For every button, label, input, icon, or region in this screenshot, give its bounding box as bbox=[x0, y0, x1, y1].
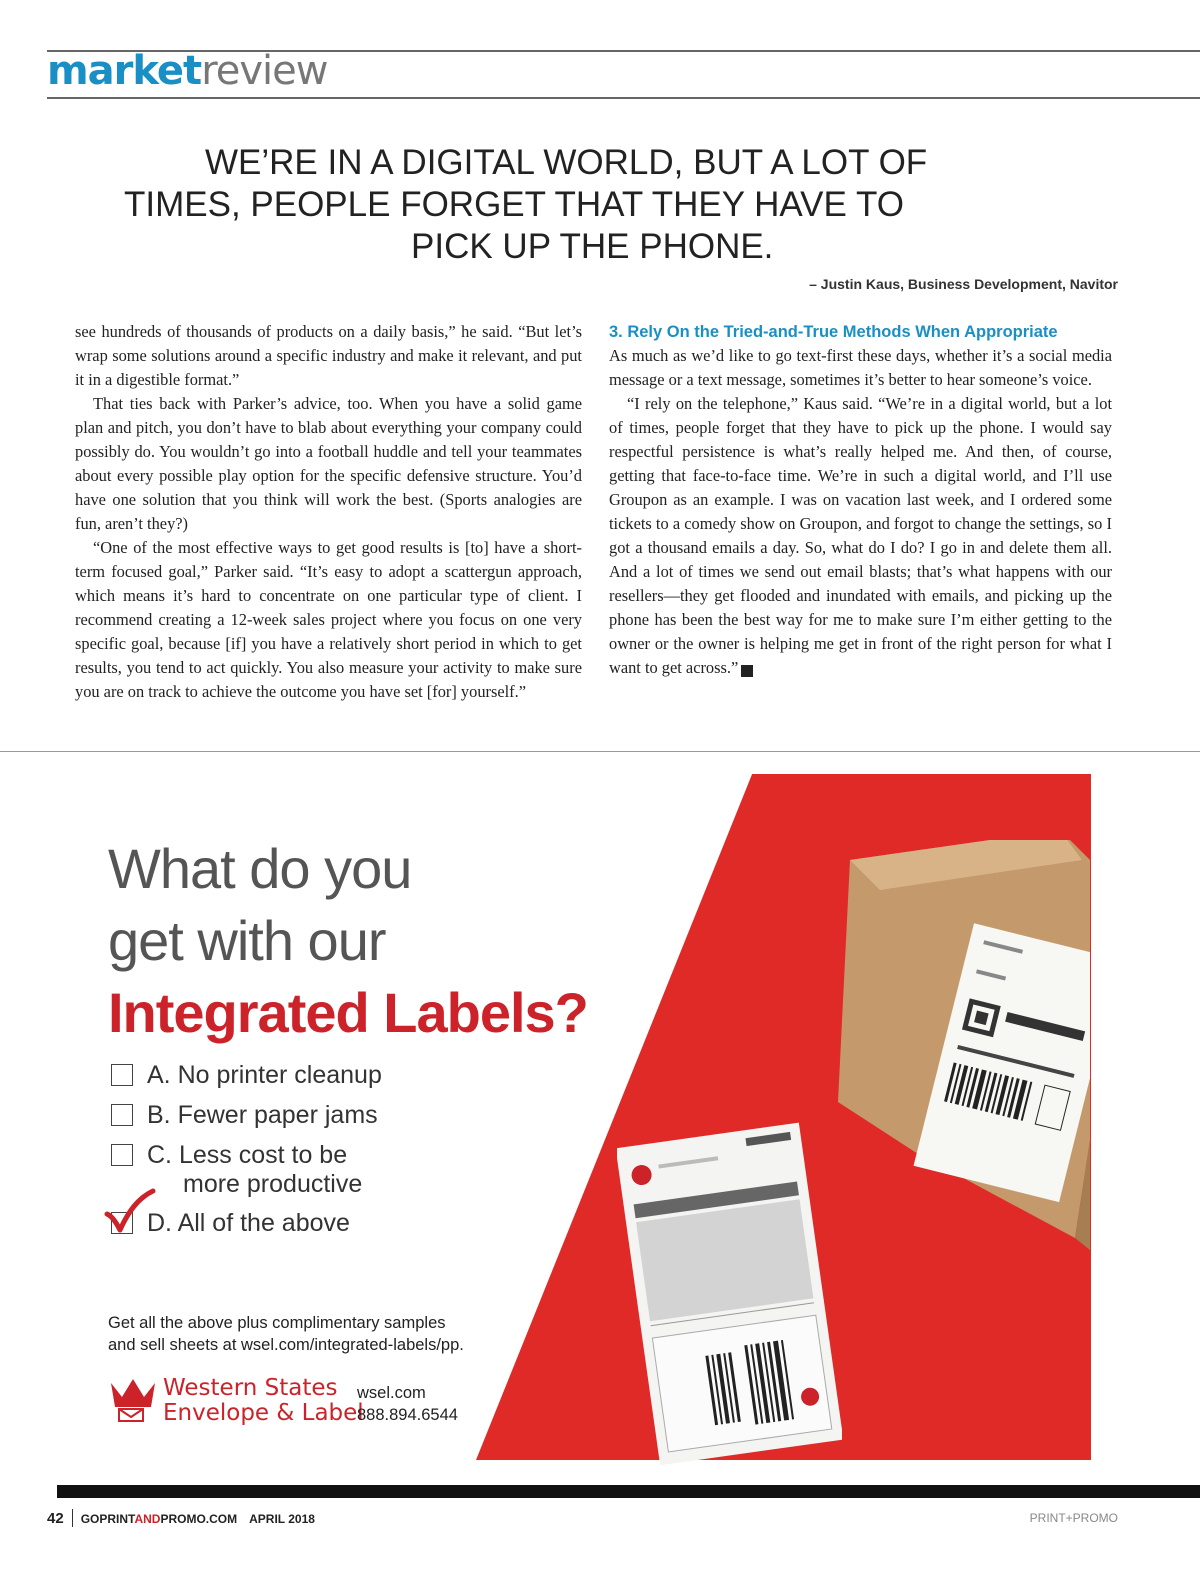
footer-left bbox=[47, 1509, 315, 1527]
section-title-market: market bbox=[47, 48, 202, 94]
page-number: 42 bbox=[47, 1510, 64, 1527]
ad-divider bbox=[0, 751, 1200, 752]
company-phone: 888.894.6544 bbox=[357, 1406, 458, 1424]
ad-copy bbox=[108, 1312, 464, 1356]
checkmark-icon bbox=[104, 1188, 156, 1236]
ad-headline-emphasis: Integrated Labels? bbox=[108, 981, 588, 1044]
end-of-article-icon: + bbox=[741, 665, 753, 677]
pull-quote-line: PICK UP THE PHONE. bbox=[411, 227, 774, 266]
body-paragraph-text: “I rely on the telephone,” Kaus said. “We’re in a digital world, but a lot of times, people forget that they have to pick up the phone. I would say respectful persistence is what’s really helped me. And then, of course, getting that face-to-face time. We’re in such a digital world, and I’ll use Groupon as an example. I was on vacation last week, and I ordered some tickets to a comedy show on Groupon, and forgot to change the settings, so I got a thousand emails a day. So, what do I do? I go in and delete them all. And a lot of times we send out email blasts; that’s what happens with our resellers—they get flooded and inundated with emails, and picking up the phone has been the best way for me to make sure I’m either getting to the owner or the owner is helping me get in front of the right person for what I want to get across.” bbox=[609, 394, 1112, 677]
ad-headline-line: get with our bbox=[108, 909, 386, 972]
checklist-item-label: A. No printer cleanup bbox=[147, 1061, 382, 1089]
footer-site-and: AND bbox=[134, 1512, 161, 1526]
ad-copy-line: Get all the above plus complimentary samples bbox=[108, 1314, 446, 1332]
company-contact bbox=[357, 1382, 458, 1426]
footer-separator bbox=[72, 1509, 73, 1527]
checklist-item-label: D. All of the above bbox=[147, 1209, 350, 1237]
footer-site-post: PROMO.COM bbox=[160, 1512, 238, 1526]
body-paragraph: see hundreds of thousands of products on a daily basis,” he said. “But let’s wrap some solutions around a specific industry and make it relevant, and put it in a digestible format.” bbox=[75, 322, 582, 389]
integrated-label-sheet-image bbox=[617, 1122, 842, 1467]
subheading: 3. Rely On the Tried-and-True Methods When Appropriate bbox=[609, 323, 1058, 341]
shipping-box-image bbox=[820, 840, 1090, 1250]
section-title-review: review bbox=[201, 48, 328, 94]
pull-quote-line: WE’RE IN A DIGITAL WORLD, BUT A LOT OF bbox=[205, 143, 928, 182]
ad-headline-line: What do you bbox=[108, 837, 412, 900]
checkbox-icon bbox=[111, 1144, 133, 1166]
footer-site-pre: GOPRINT bbox=[80, 1512, 135, 1526]
pull-quote bbox=[60, 142, 1140, 268]
footer-bar bbox=[57, 1485, 1200, 1498]
right-column bbox=[609, 320, 1112, 680]
checkbox-icon bbox=[111, 1064, 133, 1086]
pull-quote-line: TIMES, PEOPLE FORGET THAT THEY HAVE TO bbox=[124, 185, 904, 224]
body-paragraph: As much as we’d like to go text-first these days, whether it’s a social media message or a text message, sometimes it’s better to hear someone’s voice. bbox=[609, 346, 1112, 389]
checklist-item-label: C. Less cost to be bbox=[147, 1141, 348, 1169]
checklist-item bbox=[110, 1100, 382, 1140]
body-paragraph: That ties back with Parker’s advice, too. When you have a solid game plan and pitch, you don’t have to blab about everything your company could possibly do. You wouldn’t go into a football huddle and tell your teammates about every possible play option for the specific defensive structure. You’d have one solution that you think will work the best. (Sports analogies are fun, aren’t they?) bbox=[75, 394, 582, 533]
checklist-item bbox=[110, 1060, 382, 1100]
left-column bbox=[75, 320, 582, 704]
company-name-line: Envelope & Label bbox=[163, 1400, 364, 1426]
body-paragraph: “One of the most effective ways to get good results is [to] have a short-term focused goal,” Parker said. “It’s easy to adopt a scattergun approach, which means it’s hard to concentrate on one particular type of client. I recommend creating a 12-week sales project where you focus on one very specific goal, because [if] you have a relatively short period in which to get results, you tend to act quickly. You also measure your activity to make sure you are on track to achieve the outcome you have set [for] yourself.” bbox=[75, 538, 582, 701]
checklist-item-label-continued: more productive bbox=[183, 1170, 363, 1198]
footer-brand: PRINT+PROMO bbox=[1029, 1511, 1118, 1525]
company-name bbox=[163, 1376, 364, 1426]
header-bottom-rule bbox=[47, 97, 1200, 99]
footer-date: APRIL 2018 bbox=[249, 1512, 315, 1526]
pull-quote-attribution: – Justin Kaus, Business Development, Navitor bbox=[809, 276, 1118, 292]
company-website: wsel.com bbox=[357, 1384, 426, 1402]
ad-copy-line: and sell sheets at wsel.com/integrated-labels/pp. bbox=[108, 1336, 464, 1354]
crown-envelope-logo-icon bbox=[107, 1375, 159, 1423]
checkbox-icon bbox=[111, 1104, 133, 1126]
section-title bbox=[47, 48, 328, 94]
checklist-item-label: B. Fewer paper jams bbox=[147, 1101, 378, 1129]
company-name-line: Western States bbox=[163, 1375, 338, 1401]
ad-headline bbox=[108, 833, 588, 1049]
body-paragraph bbox=[609, 392, 1112, 680]
